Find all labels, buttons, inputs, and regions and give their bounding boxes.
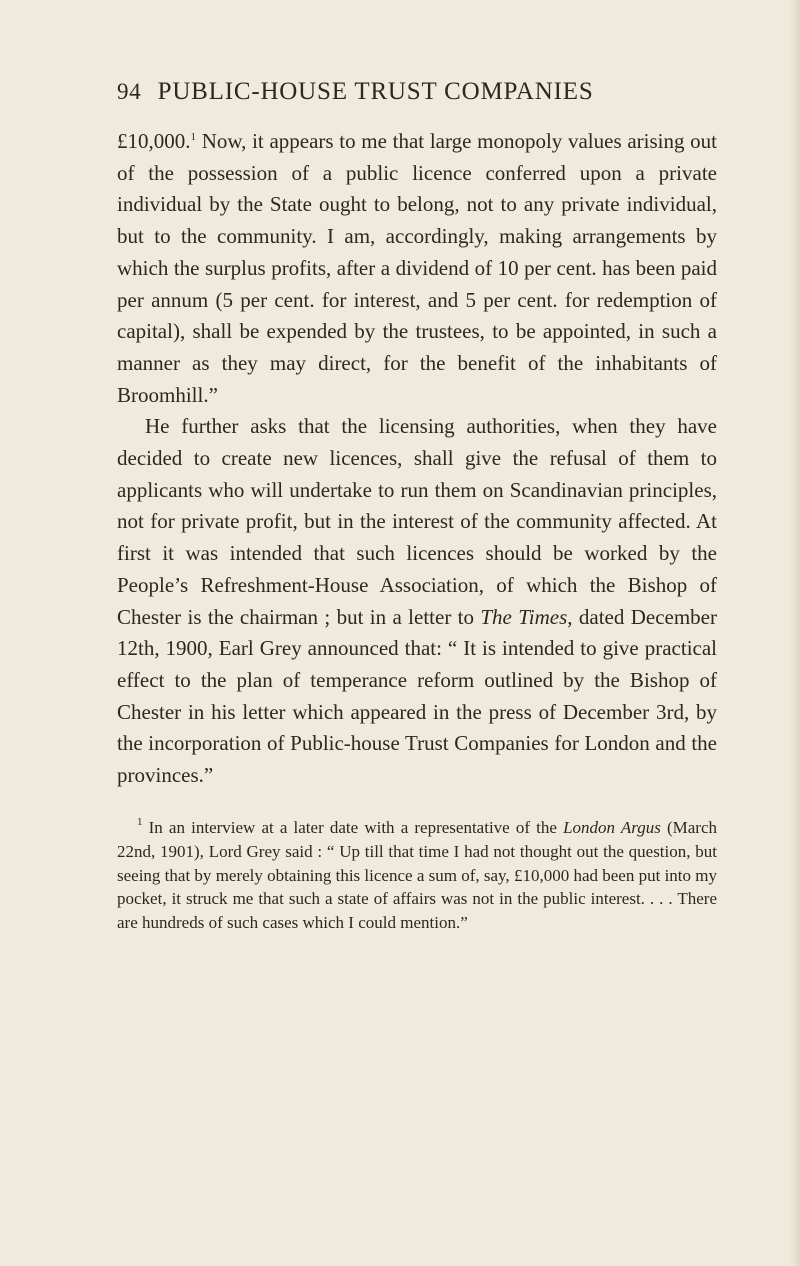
footnote-text-b: (March 22nd, 1901), Lord Grey said : “ Up till that time I had not thought out the question, but seeing that by merely obtaining this licence a sum of, say, £10,000 had been put into my pocket, it struck me that such a state of affairs was not in the public interest. . . . There are hundreds of such cases which I could mention.” bbox=[117, 818, 718, 933]
footnote-marker: 1 bbox=[137, 816, 143, 828]
running-title: PUBLIC-HOUSE TRUST COMPANIES bbox=[157, 78, 594, 105]
publication-title: The Times bbox=[480, 604, 568, 629]
paragraph-2-text-b: , dated December 12th, 1900, Earl Grey announced that: “ It is intended to give practical effect to the plan of temperance reform outlined by the Bishop of Chester in his letter which appeared in the press of December 3rd, by the incorporation of Public-house Trust Companies for London and the provinces.” bbox=[117, 604, 717, 788]
footnote-reference: 1 bbox=[190, 131, 196, 143]
footnote-paragraph bbox=[117, 816, 717, 935]
amount-text: £10,000. bbox=[117, 129, 191, 153]
main-text bbox=[117, 126, 717, 792]
page-header bbox=[117, 78, 727, 114]
paragraph-2 bbox=[117, 411, 717, 791]
paragraph-1 bbox=[117, 126, 717, 411]
footnote-publication: London Argus bbox=[563, 818, 661, 837]
page-number: 94 bbox=[117, 79, 142, 104]
paragraph-2-text-a: He further asks that the licensing authorities, when they have decided to create new licences, shall give the refusal of them to applicants who will undertake to run them on Scandinavian principles, not for private profit, but in the interest of the community affected. At first it was intended that such licences should be worked by the People’s Refreshment-House Association, of which the Bishop of Chester is the chairman ; but in a letter to bbox=[117, 414, 717, 629]
page-edge-shadow bbox=[790, 0, 800, 1266]
footnote-text-a: In an interview at a later date with a representative of the bbox=[142, 818, 564, 837]
footnote bbox=[117, 816, 717, 935]
paragraph-1-text: Now, it appears to me that large monopoly values arising out of the possession of a public licence conferred upon a private individual by the State ought to belong, not to any private individual, but to the community. I am, accordingly, making arrangements by which the surplus profits, after a dividend of 10 per cent. has been paid per annum (5 per cent. for interest, and 5 per cent. for redemption of capital), shall be expended by the trustees, to be appointed, in such a manner as they may direct, for the benefit of the inhabitants of Broomhill.” bbox=[117, 129, 717, 407]
